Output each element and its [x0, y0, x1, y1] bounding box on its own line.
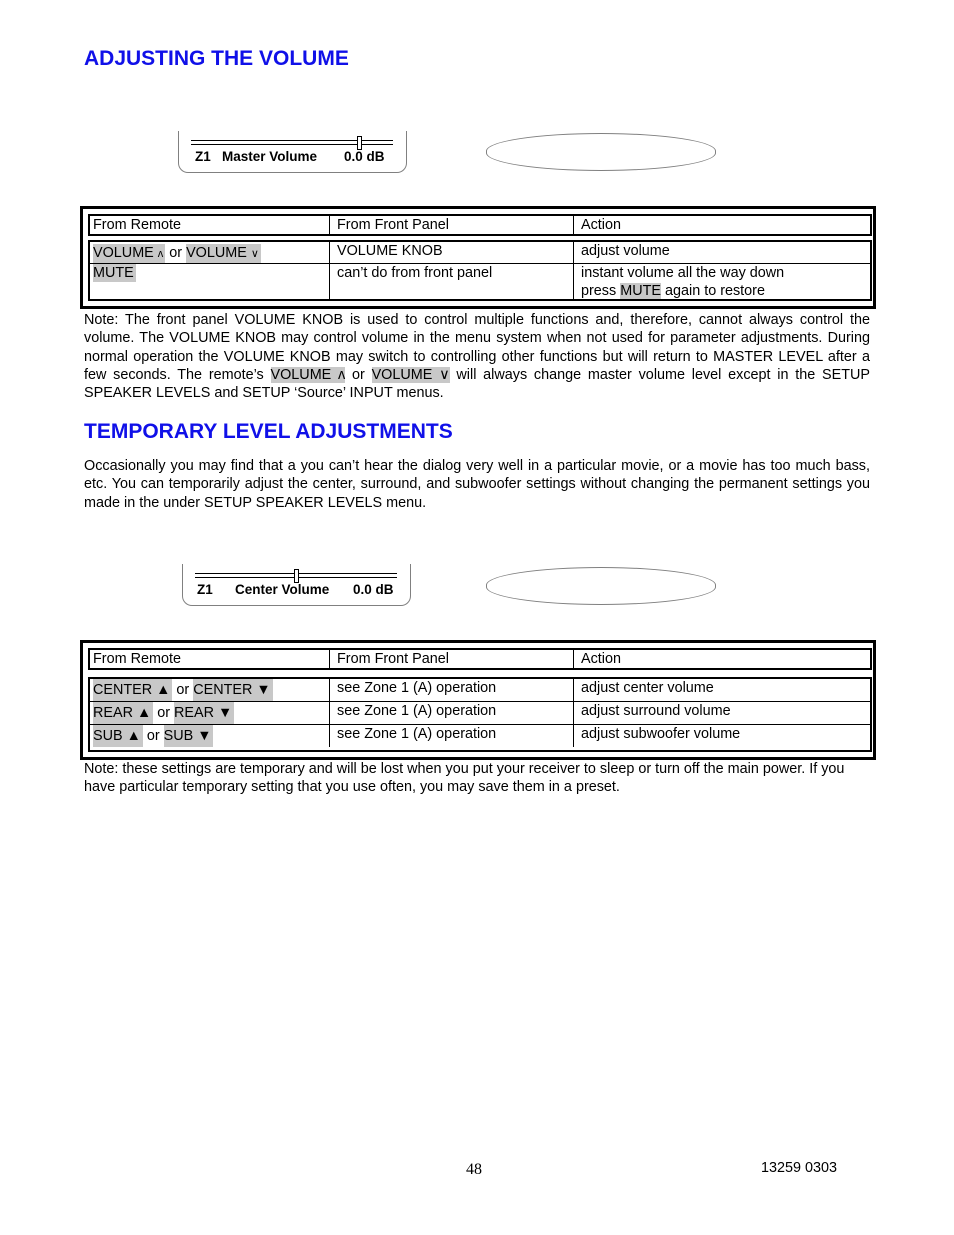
table-row: SUB ▲ or SUB ▼ see Zone 1 (A) operation adjust subwoofer volume	[90, 725, 870, 748]
action-cell: adjust subwoofer volume	[574, 725, 871, 748]
header-from-remote: From Remote	[93, 217, 181, 233]
display-zone: Z1	[195, 149, 211, 164]
table-row: VOLUME ʌ or VOLUME ∨ VOLUME KNOB adjust volume	[90, 242, 870, 264]
display-value: 0.0 dB	[353, 582, 394, 597]
level-controls-table	[80, 640, 876, 760]
table-row: CENTER ▲ or CENTER ▼ see Zone 1 (A) operation adjust center volume	[90, 679, 870, 702]
table-body	[88, 677, 872, 752]
display-label: Master Volume	[222, 149, 318, 164]
table-row: REAR ▲ or REAR ▼ see Zone 1 (A) operation adjust surround volume	[90, 702, 870, 725]
panel-cell: see Zone 1 (A) operation	[330, 725, 574, 748]
front-panel-display-outline	[486, 567, 716, 605]
front-panel-display-outline	[486, 133, 716, 171]
table-row	[90, 264, 870, 301]
table-header-row	[88, 214, 872, 236]
volume-note: Note: The front panel VOLUME KNOB is used to control multiple functions and, therefore, cannot always control the volume. The VOLUME KNOB may control volume in the menu system when not used for parameter adjustments. During normal operation the VOLUME KNOB may switch to controlling other functions but will return to MASTER LEVEL after a few seconds. The remote’s VOLUME ʌ or VOLUME ∨ will always change master volume level except in the SETUP SPEAKER LEVELS and SETUP ‘Source’ INPUT menus.	[84, 312, 870, 402]
remote-key-volume-down: VOLUME ∨	[186, 245, 259, 261]
display-value: 0.0 dB	[344, 149, 385, 164]
volume-slider-thumb	[357, 136, 362, 150]
panel-cell: VOLUME KNOB	[330, 242, 574, 264]
panel-cell: see Zone 1 (A) operation	[330, 702, 574, 725]
panel-cell: can’t do from front panel	[330, 264, 574, 301]
heading-adjusting-volume: ADJUSTING THE VOLUME	[84, 47, 349, 70]
master-volume-display	[178, 131, 407, 173]
heading-temporary-level: TEMPORARY LEVEL ADJUSTMENTS	[84, 420, 453, 443]
display-zone: Z1	[197, 582, 213, 597]
panel-cell: see Zone 1 (A) operation	[330, 679, 574, 702]
header-action: Action	[574, 216, 871, 234]
center-volume-display	[182, 564, 411, 606]
action-cell: adjust volume	[574, 242, 871, 264]
display-label: Center Volume	[235, 582, 330, 597]
action-cell: instant volume all the way down press MUTE again to restore	[574, 264, 871, 301]
action-cell: adjust surround volume	[574, 702, 871, 725]
volume-slider-track	[191, 140, 393, 145]
table-header-row	[88, 648, 872, 670]
header-from-front-panel: From Front Panel	[330, 216, 574, 234]
table-body	[88, 240, 872, 301]
volume-controls-table	[80, 206, 876, 309]
action-cell: adjust center volume	[574, 679, 871, 702]
document-code: 13259 0303	[761, 1160, 838, 1176]
temporary-intro: Occasionally you may find that a you can’t hear the dialog very well in a particular movie, or a movie has too much bass, etc. You can temporarily adjust the center, surround, and subwoofer settings without changing the permanent settings you made in the under SETUP SPEAKER LEVELS menu.	[84, 458, 870, 511]
remote-key-mute: MUTE	[93, 265, 134, 281]
temporary-note: Note: these settings are temporary and will be lost when you put your receiver to sleep or turn off the main power. If you have particular temporary setting that you use often, you may save them in a preset.	[84, 761, 845, 796]
header-from-front-panel: From Front Panel	[330, 650, 574, 668]
remote-key-volume-up: VOLUME ʌ	[93, 245, 164, 261]
page-number: 48	[466, 1161, 482, 1178]
header-from-remote: From Remote	[93, 651, 181, 667]
center-slider-thumb	[294, 569, 299, 583]
header-action: Action	[574, 650, 871, 668]
